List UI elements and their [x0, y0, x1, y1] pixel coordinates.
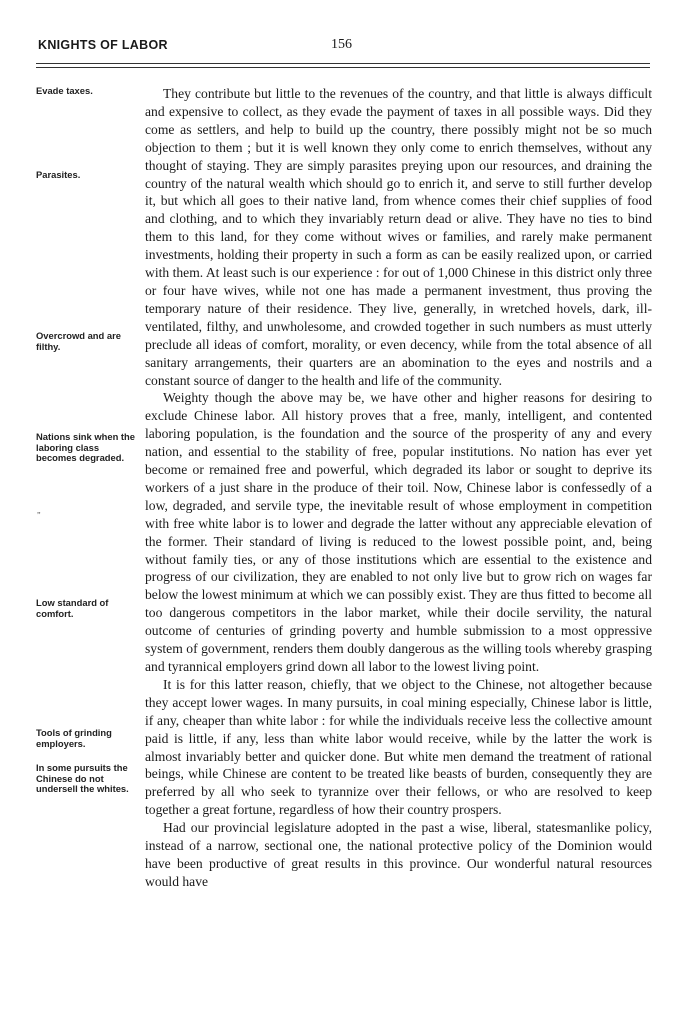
paragraph: Had our provincial legislature adopted in the past a wise, liberal, statesmanlike policy, instead of a narrow, sectional one, the national protective policy of the Dominion would have been productive of great results in this province. Our wonderful natural resources would have	[145, 820, 652, 889]
body-text	[145, 85, 652, 891]
page-number: 156	[331, 37, 352, 52]
marginal-note-some-pursuits: In some pursuits the Chinese do not undersell the whites.	[36, 762, 129, 794]
header-rule-bottom	[36, 67, 650, 68]
paragraph: It is for this latter reason, chiefly, that we object to the Chinese, not altogether because they accept lower wages. In many pursuits, in coal mining especially, Chinese labor is little, if any, cheaper than white labor : for while the individuals receive less the collective amount paid is little, if any, less than white labor would receive, while by the latter the work is almost invariably better and quicker done. But white men demand the treatment of rational beings, while Chinese are content to be treated like beasts of burden, consequently they are preferred by all who seek to tyrannize over their fellows, or who are resolved to keep together a great fortune, regardless of how their country prospers.	[145, 676, 652, 818]
marginal-note-parasites: Parasites.	[36, 169, 81, 180]
marginal-note-overcrowd: Overcrowd and are filthy.	[36, 330, 121, 352]
marginal-note-nations-sink: Nations sink when the laboring class becomes degraded.	[36, 431, 135, 463]
marginal-note-tools: Tools of grinding employers.	[36, 727, 112, 749]
paragraph: They contribute but little to the revenues of the country, and that little is always difficult and expensive to collect, as they evade the payment of taxes in all possible ways. Did they come as settlers, and help to build up the country, there possibly might not be so much objection to them ; but it is well known they only come to enrich themselves, without any thought of staying. They are simply parasites preying upon our resources, and draining the country of the natural wealth which should go to enrich it, and serve to still further develop it, but which all goes to their native land, from whence comes their chief supplies of food and clothing, and to which they invariably return dead or alive. They have no ties to bind them to this land, for they come without wives or families, and rarely make permanent investments, holding their property in such a form as can be easily realized upon, or carried with them. At least such is our experience : for out of 1,000 Chinese in this district only three or four have wives, while not one has made a permanent investment, thus proving the temporary nature of their residence. They live, generally, in wretched hovels, dark, ill-ventilated, filthy, and unwholesome, and crowded together in such numbers as must utterly preclude all ideas of comfort, morality, or even decency, while from the total absence of all sanitary arrangements, their quarters are an abomination to the eyes and nostrils and a constant source of danger to the health and life of the community.	[145, 86, 652, 388]
page-header	[38, 38, 650, 56]
marginal-note-low-standard: Low standard of comfort.	[36, 597, 109, 619]
header-rule-top	[36, 63, 650, 64]
print-speck: „	[37, 506, 41, 515]
paragraph: Weighty though the above may be, we have other and higher reasons for desiring to exclude Chinese labor. All history proves that a free, manly, intelligent, and contented laboring population, is the foundation and the source of the prosperity of any and every nation, and essential to the stability of free, popular institutions. No nation has ever yet become or remained free and powerful, which degraded its labor or sought to deprive its workers of a just share in the produce of their toil. Now, Chinese labor is confessedly of a low, degraded, and servile type, the inevitable result of whose employment in competition with free white labor is to lower and degrade the latter without any appreciable elevation of the former. Their standard of living is reduced to the lowest possible point, and, being without family ties, or any of those institutions which are essential to the existence and progress of our civilization, they are enabled to not only live but to grow rich on wages far below the lowest minimum at which we can possibly exist. They are thus fitted to become all too dangerous competitors in the labor market, while their docile servility, the natural outcome of centuries of grinding poverty and humble submission to a most oppressive system of government, renders them doubly dangerous as the willing tools whereby grasping and tyrannical employers grind down all labor to the lowest living point.	[145, 390, 652, 674]
running-title: KNIGHTS OF LABOR	[38, 38, 168, 52]
marginal-note-evade-taxes: Evade taxes.	[36, 85, 93, 96]
